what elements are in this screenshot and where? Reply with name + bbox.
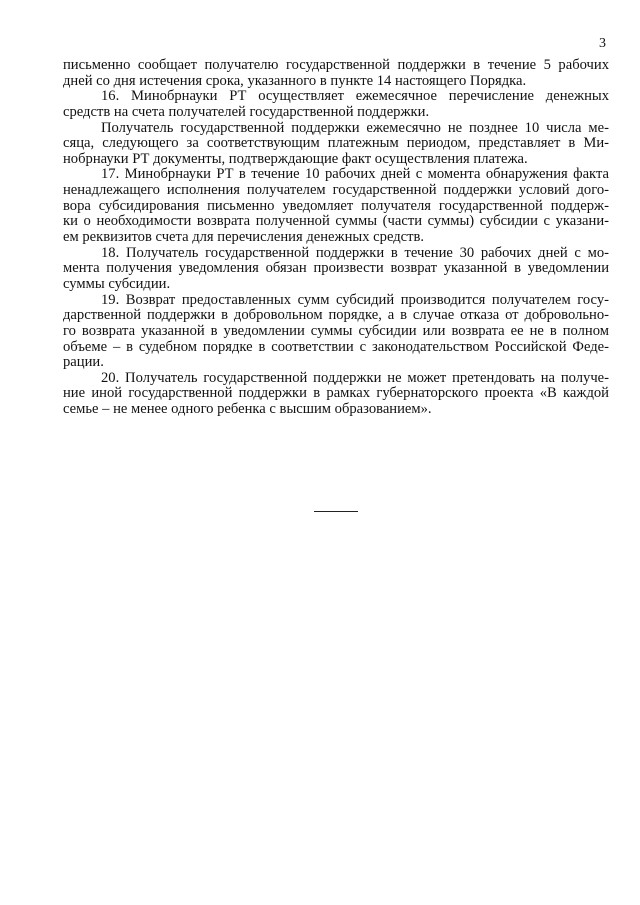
text-line: семье – не менее одного ребенка с высшим образованием». <box>63 401 432 418</box>
text-line: 18. Получатель государственной поддержки в течение 30 рабочих дней с мо- <box>101 244 609 261</box>
text-line: средств на счета получателей государственной поддержки. <box>63 103 430 120</box>
text-line: мента получения уведомления обязан произвести возврат указанной в уведомлении <box>63 260 609 277</box>
text-line: 17. Минобрнауки РТ в течение 10 рабочих дней с момента обнаружения факта <box>101 166 609 183</box>
text-line: вора субсидирования письменно уведомляет получателя государственной поддерж- <box>63 197 609 214</box>
text-line: рации. <box>63 354 104 371</box>
text-line: суммы субсидии. <box>63 275 171 292</box>
text-line: дней со дня истечения срока, указанного в пункте 14 настоящего Порядка. <box>63 72 527 89</box>
text-line: объеме – в судебном порядке в соответствии с законодательством Российской Феде- <box>63 338 609 355</box>
page-number: 3 <box>599 36 606 51</box>
text-line: 19. Возврат предоставленных сумм субсидий производится получателем госу- <box>101 291 609 308</box>
text-line: 16. Минобрнауки РТ осуществляет ежемесячное перечисление денежных <box>101 88 609 105</box>
text-line: ем реквизитов счета для перечисления денежных средств. <box>63 229 425 246</box>
text-line: ненадлежащего исполнения получателем государственной поддержки условий дого- <box>63 182 609 199</box>
document-body <box>63 58 609 418</box>
text-line: нобрнауки РТ документы, подтверждающие факт осуществления платежа. <box>63 150 528 167</box>
text-line: го возврата указанной в уведомлении суммы субсидии или возврата ее не в полном <box>63 322 609 339</box>
end-of-document-rule <box>314 511 358 512</box>
text-line: Получатель государственной поддержки ежемесячно не позднее 10 числа ме- <box>101 119 609 136</box>
text-line: сяца, следующего за соответствующим платежным периодом, представляет в Ми- <box>63 135 609 152</box>
text-line: ки о необходимости возврата полученной суммы (части суммы) субсидии с указани- <box>63 213 609 230</box>
text-line: 20. Получатель государственной поддержки не может претендовать на получе- <box>101 369 609 386</box>
text-line: письменно сообщает получателю государственной поддержки в течение 5 рабочих <box>63 57 609 73</box>
text-line: дарственной поддержки в добровольном порядке, а в случае отказа от добровольно- <box>63 307 609 324</box>
text-line: ние иной государственной поддержки в рамках губернаторского проекта «В каждой <box>63 385 609 402</box>
